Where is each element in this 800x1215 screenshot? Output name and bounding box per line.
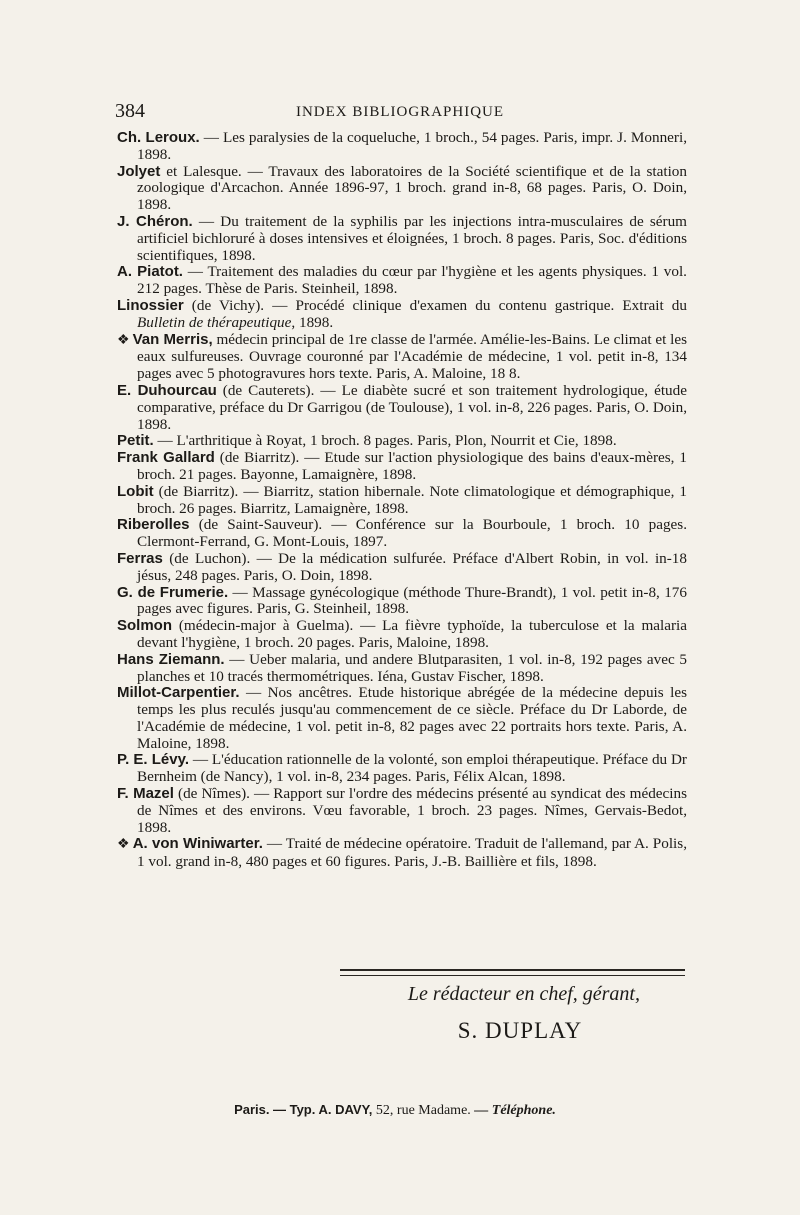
page-number: 384 <box>115 100 145 122</box>
entry-text: — Du traitement de la syphilis par les injections intra-musculaires de sérum artificiel bichloruré à doses intensives et éloignées, 1 broch. 8 pages. Paris, Soc. d'éditions scientifiques, 1898. <box>137 212 687 264</box>
entry-text: — L'arthritique à Royat, 1 broch. 8 pages. Paris, Plon, Nourrit et Cie, 1898. <box>153 432 617 450</box>
entry-author: Solmon <box>117 617 172 635</box>
entry-author: Jolyet <box>117 162 161 180</box>
entry-author: Hans Ziemann. <box>117 650 225 668</box>
imprint-city: Paris. <box>234 1102 270 1117</box>
entry-text: (de Biarritz). — Etude sur l'action physiologique des bains d'eaux-mères, 1 broch. 21 pages. Bayonne, Lamaignère, 1898. <box>137 449 688 483</box>
entry-author: Ferras <box>117 549 163 567</box>
entry-text: — Nos ancêtres. Etude historique abrégée de la médecine depuis les temps les plus reculés jusqu'au commencement de ce siècle. Préface du Dr Laborde, de l'Académie de médecine, 1 vol. petit in-8, 82 pages avec 22 portraits hors texte. Paris, A. Maloine, 1898. <box>137 684 687 752</box>
bibliography-entry <box>117 585 687 619</box>
running-head <box>115 100 685 126</box>
entry-text: — Massage gynécologique (méthode Thure-Brandt), 1 vol. petit in-8, 176 pages avec figures. Paris, G. Steinheil, 1898. <box>137 583 687 618</box>
bibliography-entry <box>117 214 687 264</box>
bibliography-entry <box>117 484 687 518</box>
bibliography-entry <box>117 517 687 551</box>
bibliography-entry <box>117 685 687 752</box>
entry-text: (de Saint-Sauveur). — Conférence sur la Bourboule, 1 broch. 10 pages. Clermont-Ferrand, G. Mont-Louis, 1897. <box>137 516 687 551</box>
entry-text: — Ueber malaria, und andere Blutparasiten, 1 vol. in-8, 192 pages avec 5 planches et 10 tracés thermométriques. Iéna, Gustav Fischer, 1898. <box>137 650 687 685</box>
entry-author: Petit. <box>117 432 154 450</box>
printer-imprint <box>200 1102 590 1119</box>
ornament-mark: ❖ <box>117 837 130 853</box>
entry-italic: Bulletin de thérapeutique <box>137 313 292 331</box>
entry-text: (de Nîmes). — Rapport sur l'ordre des médecins présenté au syndicat des médecins de Nîmes et des environs. Vœu favorable, 1 broch. 23 pages. Nîmes, Gervais-Bedot, 1898. <box>137 785 687 836</box>
page-title: INDEX BIBLIOGRAPHIQUE <box>295 104 505 120</box>
entry-author: G. de Frumerie. <box>117 583 229 601</box>
entry-author: A. Piatot. <box>117 263 183 281</box>
entry-text: (de Biarritz). — Biarritz, station hibernale. Note climatologique et démographique, 1 broch. 26 pages. Biarritz, Lamaignère, 1898. <box>137 482 687 517</box>
bibliography-entry <box>117 551 687 585</box>
entry-text: — L'éducation rationnelle de la volonté, son emploi thérapeutique. Préface du Dr Bernheim (de Nancy), 1 vol. in-8, 234 pages. Paris, Félix Alcan, 1898. <box>137 751 687 786</box>
bibliography-entry <box>117 264 687 298</box>
signature-rule-thin <box>340 975 685 976</box>
bibliography-entry <box>117 164 687 214</box>
bibliography-entry <box>117 786 687 836</box>
entry-text: (de Luchon). — De la médication sulfurée. Préface d'Albert Robin, in vol. in-18 jésus, 248 pages. Paris, O. Doin, 1898. <box>137 549 687 584</box>
ornament-mark: ❖ <box>117 332 130 348</box>
imprint-phone: — Téléphone. <box>474 1103 556 1118</box>
entry-text: — Les paralysies de la coqueluche, 1 broch., 54 pages. Paris, impr. J. Monneri, 1898. <box>137 129 687 163</box>
entry-author: A. von Winiwarter. <box>132 835 263 853</box>
entry-author: F. Mazel <box>117 785 174 803</box>
bibliography-entry <box>117 618 687 652</box>
bibliography-entry <box>117 652 687 686</box>
entry-author: Linossier <box>117 296 184 314</box>
entry-author: E. Duhourcau <box>117 381 217 399</box>
entry-author: P. E. Lévy. <box>117 751 190 769</box>
bibliography-entry <box>117 332 687 383</box>
bibliography-entry <box>117 130 687 164</box>
bibliography-entry <box>117 383 687 433</box>
entry-author: Van Merris, <box>132 330 213 348</box>
editor-role: Le rédacteur en chef, gérant, <box>407 983 640 1005</box>
entry-text: (de Vichy). — Procédé clinique d'examen du contenu gastrique. Extrait du <box>183 296 687 314</box>
entry-text-end: , 1898. <box>291 313 334 331</box>
entry-author: Frank Gallard <box>117 449 215 467</box>
editor-name: S. DUPLAY <box>457 1018 583 1043</box>
entry-author: Millot-Carpentier. <box>117 684 240 702</box>
imprint-printer: — Typ. A. DAVY, <box>272 1102 373 1117</box>
entry-author: J. Chéron. <box>117 212 193 230</box>
bibliography-entry <box>117 752 687 786</box>
entry-author: Ch. Leroux. <box>117 129 200 146</box>
entry-text: médecin principal de 1re classe de l'armée. Amélie-les-Bains. Le climat et les eaux sulfureuses. Ouvrage couronné par l'Académie de médecine, 1 vol. petit in-8, 134 pages avec 5 photogravures hors texte. Paris, A. Maloine, 18 8. <box>137 330 688 383</box>
entry-text: — Traité de médecine opératoire. Traduit de l'allemand, par A. Polis, 1 vol. grand in-8, 480 pages et 60 figures. Paris, J.-B. Baillière et fils, 1898. <box>137 835 687 871</box>
entry-text: (de Cauterets). — Le diabète sucré et son traitement hydrologique, étude comparative, préface du Dr Garrigou (de Toulouse), 1 vol. in-8, 226 pages. Paris, O. Doin, 1898. <box>137 381 687 433</box>
signature-rule <box>340 969 685 971</box>
entry-text: et Lalesque. — Travaux des laboratoires de la Société scientifique et de la station zoologique d'Arcachon. Année 1896-97, 1 broch. grand in-8, 68 pages. Paris, O. Doin, 1898. <box>137 162 687 214</box>
imprint-address: 52, rue Madame. <box>375 1103 471 1118</box>
bibliography-entry <box>117 433 687 450</box>
bibliography-entry <box>117 298 687 332</box>
entry-text: — Traitement des maladies du cœur par l'hygiène et les agents physiques. 1 vol. 212 pages. Thèse de Paris. Steinheil, 1898. <box>137 263 687 298</box>
entry-author: Riberolles <box>117 516 190 534</box>
bibliography-entry <box>117 450 687 484</box>
bibliography-list <box>117 130 687 871</box>
bibliography-entry <box>117 836 687 871</box>
entry-text: (médecin-major à Guelma). — La fièvre typhoïde, la tuberculose et la malaria devant l'hygiène, 1 broch. 20 pages. Paris, Maloine, 1898. <box>137 617 687 651</box>
entry-author: Lobit <box>117 482 154 500</box>
